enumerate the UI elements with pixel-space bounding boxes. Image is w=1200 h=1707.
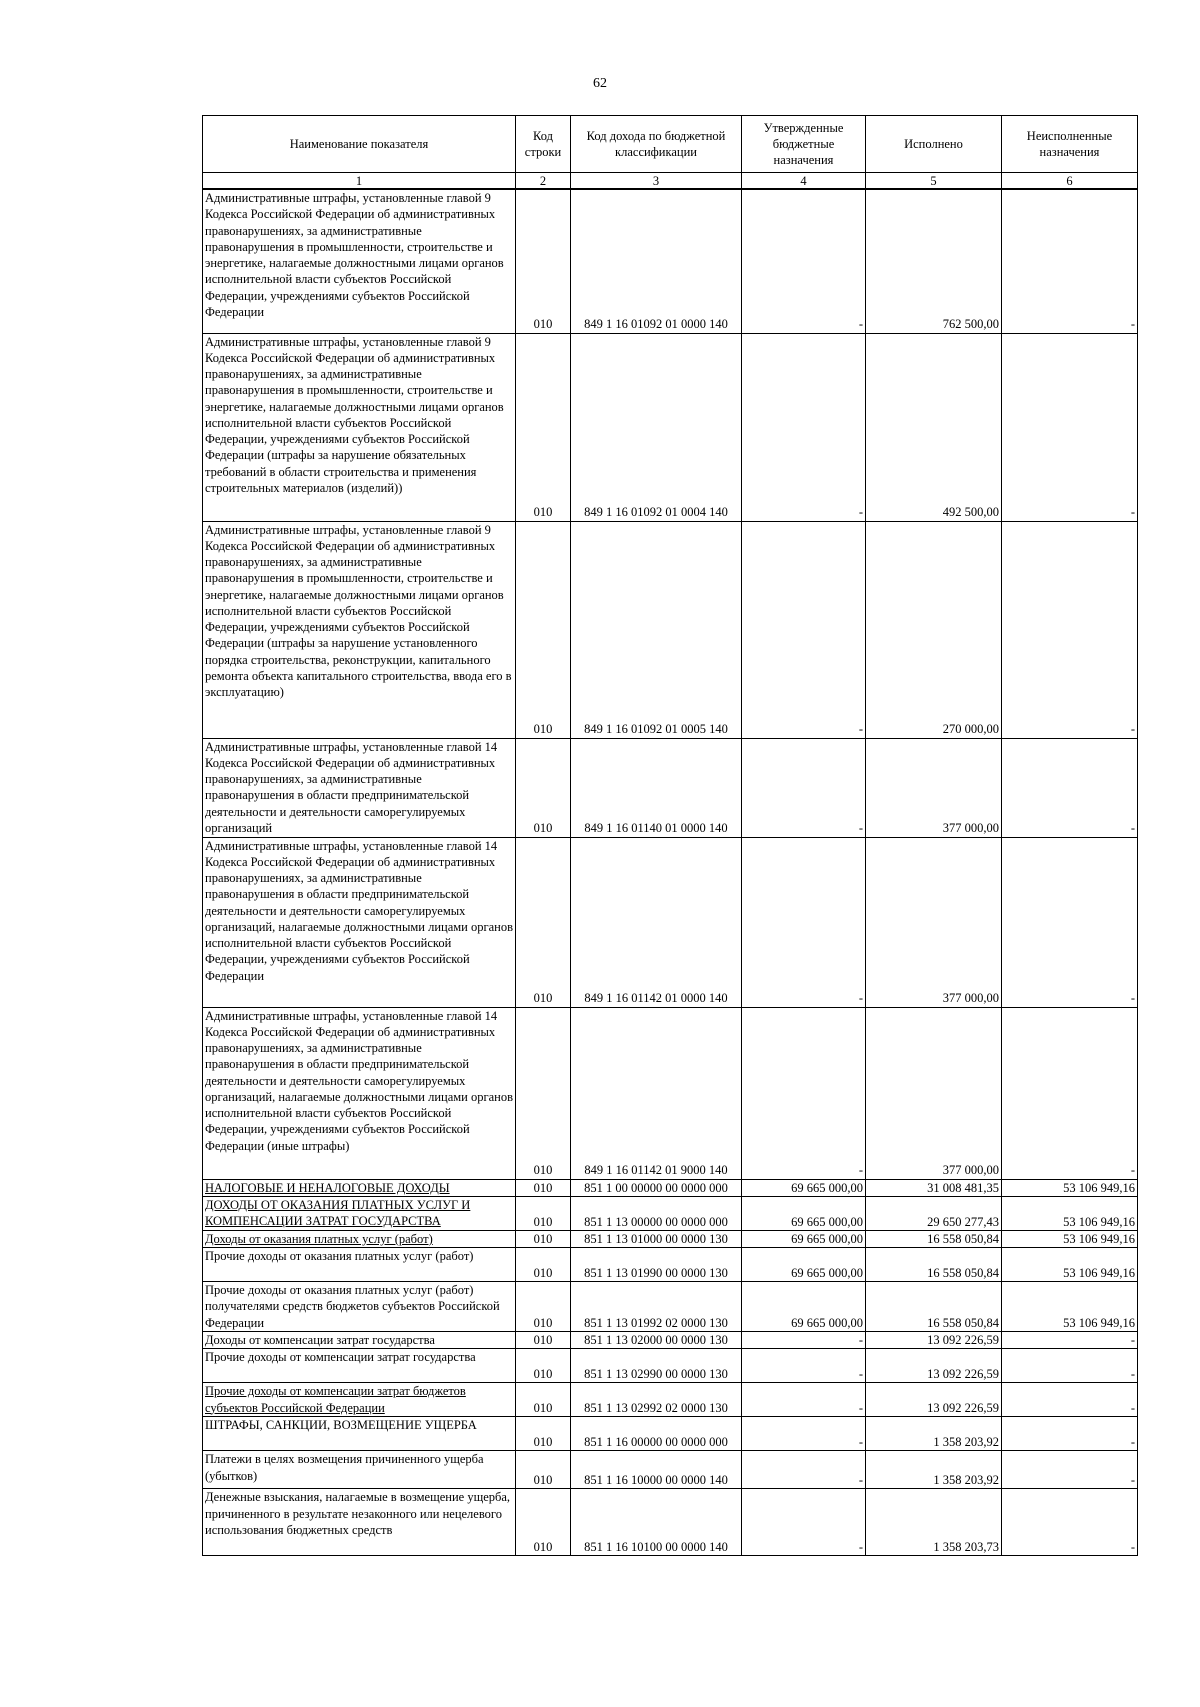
line-code: 010 xyxy=(516,1248,571,1282)
line-code: 010 xyxy=(516,1451,571,1489)
indicator-name: ДОХОДЫ ОТ ОКАЗАНИЯ ПЛАТНЫХ УСЛУГ И КОМПЕНСАЦИИ ЗАТРАТ ГОСУДАРСТВА xyxy=(203,1196,516,1230)
line-code: 010 xyxy=(516,1332,571,1349)
column-number: 6 xyxy=(1002,173,1138,190)
header-line-code: Код строки xyxy=(516,116,571,173)
unexecuted-value: 53 106 949,16 xyxy=(1002,1196,1138,1230)
header-executed: Исполнено xyxy=(866,116,1002,173)
unexecuted-value: 53 106 949,16 xyxy=(1002,1248,1138,1282)
indicator-name: Административные штрафы, установленные главой 9 Кодекса Российской Федерации об административных правонарушениях, за административные правонарушения в промышленности, строительстве и энергетике, налагаемые должностными лицами органов исполнительной власти субъектов Российской Федерации, учреждениями субъектов Российской Федерации (штрафы за нарушение установленного порядка строительства, реконструкции, капитального ремонта объекта капитального строительства, ввода его в эксплуатацию) xyxy=(203,521,516,738)
budget-code: 851 1 16 10100 00 0000 140 xyxy=(571,1489,742,1556)
approved-value: - xyxy=(742,1489,866,1556)
executed-value: 762 500,00 xyxy=(866,189,1002,333)
unexecuted-value: 53 106 949,16 xyxy=(1002,1282,1138,1332)
executed-value: 492 500,00 xyxy=(866,333,1002,521)
indicator-name: Административные штрафы, установленные главой 14 Кодекса Российской Федерации об административных правонарушениях, за административные правонарушения в области предпринимательской деятельности и деятельности саморегулируемых организаций, налагаемые должностными лицами органов исполнительной власти субъектов Российской Федерации, учреждениями субъектов Российской Федерации (иные штрафы) xyxy=(203,1007,516,1179)
table-row xyxy=(203,521,1138,738)
executed-value: 31 008 481,35 xyxy=(866,1179,1002,1196)
header-indicator-name: Наименование показателя xyxy=(203,116,516,173)
unexecuted-value: - xyxy=(1002,837,1138,1007)
table-row xyxy=(203,1383,1138,1417)
table-row xyxy=(203,1007,1138,1179)
executed-value: 1 358 203,92 xyxy=(866,1417,1002,1451)
budget-code: 851 1 13 02990 00 0000 130 xyxy=(571,1349,742,1383)
indicator-name: Доходы от оказания платных услуг (работ) xyxy=(203,1230,516,1247)
unexecuted-value: 53 106 949,16 xyxy=(1002,1179,1138,1196)
line-code: 010 xyxy=(516,1179,571,1196)
executed-value: 270 000,00 xyxy=(866,521,1002,738)
approved-value: - xyxy=(742,837,866,1007)
table-row xyxy=(203,1332,1138,1349)
header-budget-code: Код дохода по бюджетной классификации xyxy=(571,116,742,173)
line-code: 010 xyxy=(516,1196,571,1230)
line-code: 010 xyxy=(516,1230,571,1247)
executed-value: 1 358 203,73 xyxy=(866,1489,1002,1556)
line-code: 010 xyxy=(516,521,571,738)
unexecuted-value: - xyxy=(1002,521,1138,738)
approved-value: - xyxy=(742,333,866,521)
unexecuted-value: - xyxy=(1002,1349,1138,1383)
budget-code: 851 1 13 00000 00 0000 000 xyxy=(571,1196,742,1230)
column-number: 5 xyxy=(866,173,1002,190)
budget-code: 849 1 16 01142 01 9000 140 xyxy=(571,1007,742,1179)
approved-value: - xyxy=(742,1332,866,1349)
indicator-name: НАЛОГОВЫЕ И НЕНАЛОГОВЫЕ ДОХОДЫ xyxy=(203,1179,516,1196)
column-number: 1 xyxy=(203,173,516,190)
budget-code: 849 1 16 01140 01 0000 140 xyxy=(571,738,742,837)
table-row xyxy=(203,333,1138,521)
indicator-name: Прочие доходы от компенсации затрат государства xyxy=(203,1349,516,1383)
unexecuted-value: - xyxy=(1002,1007,1138,1179)
approved-value: 69 665 000,00 xyxy=(742,1179,866,1196)
line-code: 010 xyxy=(516,738,571,837)
table-row xyxy=(203,738,1138,837)
executed-value: 377 000,00 xyxy=(866,738,1002,837)
indicator-name: Прочие доходы от компенсации затрат бюджетов субъектов Российской Федерации xyxy=(203,1383,516,1417)
page-number: 62 xyxy=(593,76,607,91)
unexecuted-value: - xyxy=(1002,1489,1138,1556)
indicator-name: Административные штрафы, установленные главой 14 Кодекса Российской Федерации об административных правонарушениях, за административные правонарушения в области предпринимательской деятельности и деятельности саморегулируемых организаций, налагаемые должностными лицами органов исполнительной власти субъектов Российской Федерации, учреждениями субъектов Российской Федерации xyxy=(203,837,516,1007)
unexecuted-value: - xyxy=(1002,333,1138,521)
line-code: 010 xyxy=(516,837,571,1007)
table-row xyxy=(203,1179,1138,1196)
indicator-name: Прочие доходы от оказания платных услуг (работ) получателями средств бюджетов субъектов Российской Федерации xyxy=(203,1282,516,1332)
budget-code: 851 1 13 01000 00 0000 130 xyxy=(571,1230,742,1247)
approved-value: - xyxy=(742,189,866,333)
table-row xyxy=(203,1196,1138,1230)
budget-code: 851 1 13 02992 02 0000 130 xyxy=(571,1383,742,1417)
indicator-name: Прочие доходы от оказания платных услуг (работ) xyxy=(203,1248,516,1282)
line-code: 010 xyxy=(516,1489,571,1556)
header-approved: Утвержденные бюджетные назначения xyxy=(742,116,866,173)
unexecuted-value: 53 106 949,16 xyxy=(1002,1230,1138,1247)
table-row xyxy=(203,1248,1138,1282)
column-number: 2 xyxy=(516,173,571,190)
indicator-name: Административные штрафы, установленные главой 14 Кодекса Российской Федерации об административных правонарушениях, за административные правонарушения в области предпринимательской деятельности и деятельности саморегулируемых организаций xyxy=(203,738,516,837)
approved-value: 69 665 000,00 xyxy=(742,1230,866,1247)
budget-code: 851 1 13 01990 00 0000 130 xyxy=(571,1248,742,1282)
line-code: 010 xyxy=(516,1282,571,1332)
table-row xyxy=(203,1230,1138,1247)
line-code: 010 xyxy=(516,333,571,521)
approved-value: - xyxy=(742,1007,866,1179)
budget-code: 849 1 16 01092 01 0005 140 xyxy=(571,521,742,738)
table-header-row xyxy=(203,116,1138,173)
approved-value: 69 665 000,00 xyxy=(742,1196,866,1230)
unexecuted-value: - xyxy=(1002,1332,1138,1349)
budget-code: 849 1 16 01142 01 0000 140 xyxy=(571,837,742,1007)
approved-value: - xyxy=(742,1451,866,1489)
indicator-name: ШТРАФЫ, САНКЦИИ, ВОЗМЕЩЕНИЕ УЩЕРБА xyxy=(203,1417,516,1451)
executed-value: 13 092 226,59 xyxy=(866,1332,1002,1349)
line-code: 010 xyxy=(516,1417,571,1451)
line-code: 010 xyxy=(516,189,571,333)
header-unexecuted: Неисполненные назначения xyxy=(1002,116,1138,173)
table-row xyxy=(203,1417,1138,1451)
unexecuted-value: - xyxy=(1002,1417,1138,1451)
indicator-name: Доходы от компенсации затрат государства xyxy=(203,1332,516,1349)
indicator-name: Денежные взыскания, налагаемые в возмещение ущерба, причиненного в результате незаконного или нецелевого использования бюджетных средств xyxy=(203,1489,516,1556)
indicator-name: Административные штрафы, установленные главой 9 Кодекса Российской Федерации об административных правонарушениях, за административные правонарушения в промышленности, строительстве и энергетике, налагаемые должностными лицами органов исполнительной власти субъектов Российской Федерации, учреждениями субъектов Российской Федерации (штрафы за нарушение обязательных требований в области строительства и применения строительных материалов (изделий)) xyxy=(203,333,516,521)
approved-value: - xyxy=(742,738,866,837)
unexecuted-value: - xyxy=(1002,738,1138,837)
budget-execution-table xyxy=(202,115,1138,1556)
table-row xyxy=(203,189,1138,333)
table-row xyxy=(203,1349,1138,1383)
approved-value: 69 665 000,00 xyxy=(742,1248,866,1282)
budget-code: 851 1 13 02000 00 0000 130 xyxy=(571,1332,742,1349)
executed-value: 29 650 277,43 xyxy=(866,1196,1002,1230)
table-row xyxy=(203,837,1138,1007)
executed-value: 377 000,00 xyxy=(866,1007,1002,1179)
budget-code: 851 1 16 00000 00 0000 000 xyxy=(571,1417,742,1451)
table-row xyxy=(203,1489,1138,1556)
column-number: 4 xyxy=(742,173,866,190)
budget-code: 851 1 13 01992 02 0000 130 xyxy=(571,1282,742,1332)
executed-value: 13 092 226,59 xyxy=(866,1349,1002,1383)
table-row xyxy=(203,1282,1138,1332)
column-number: 3 xyxy=(571,173,742,190)
executed-value: 16 558 050,84 xyxy=(866,1248,1002,1282)
unexecuted-value: - xyxy=(1002,1383,1138,1417)
executed-value: 16 558 050,84 xyxy=(866,1230,1002,1247)
line-code: 010 xyxy=(516,1383,571,1417)
budget-code: 851 1 16 10000 00 0000 140 xyxy=(571,1451,742,1489)
unexecuted-value: - xyxy=(1002,189,1138,333)
executed-value: 377 000,00 xyxy=(866,837,1002,1007)
budget-code: 851 1 00 00000 00 0000 000 xyxy=(571,1179,742,1196)
approved-value: - xyxy=(742,1349,866,1383)
indicator-name: Административные штрафы, установленные главой 9 Кодекса Российской Федерации об административных правонарушениях, за административные правонарушения в промышленности, строительстве и энергетике, налагаемые должностными лицами органов исполнительной власти субъектов Российской Федерации, учреждениями субъектов Российской Федерации xyxy=(203,189,516,333)
budget-code: 849 1 16 01092 01 0000 140 xyxy=(571,189,742,333)
line-code: 010 xyxy=(516,1349,571,1383)
approved-value: 69 665 000,00 xyxy=(742,1282,866,1332)
line-code: 010 xyxy=(516,1007,571,1179)
unexecuted-value: - xyxy=(1002,1451,1138,1489)
approved-value: - xyxy=(742,1383,866,1417)
executed-value: 16 558 050,84 xyxy=(866,1282,1002,1332)
budget-code: 849 1 16 01092 01 0004 140 xyxy=(571,333,742,521)
indicator-name: Платежи в целях возмещения причиненного ущерба (убытков) xyxy=(203,1451,516,1489)
executed-value: 1 358 203,92 xyxy=(866,1451,1002,1489)
approved-value: - xyxy=(742,1417,866,1451)
executed-value: 13 092 226,59 xyxy=(866,1383,1002,1417)
table-row xyxy=(203,1451,1138,1489)
approved-value: - xyxy=(742,521,866,738)
column-number-row xyxy=(203,173,1138,190)
